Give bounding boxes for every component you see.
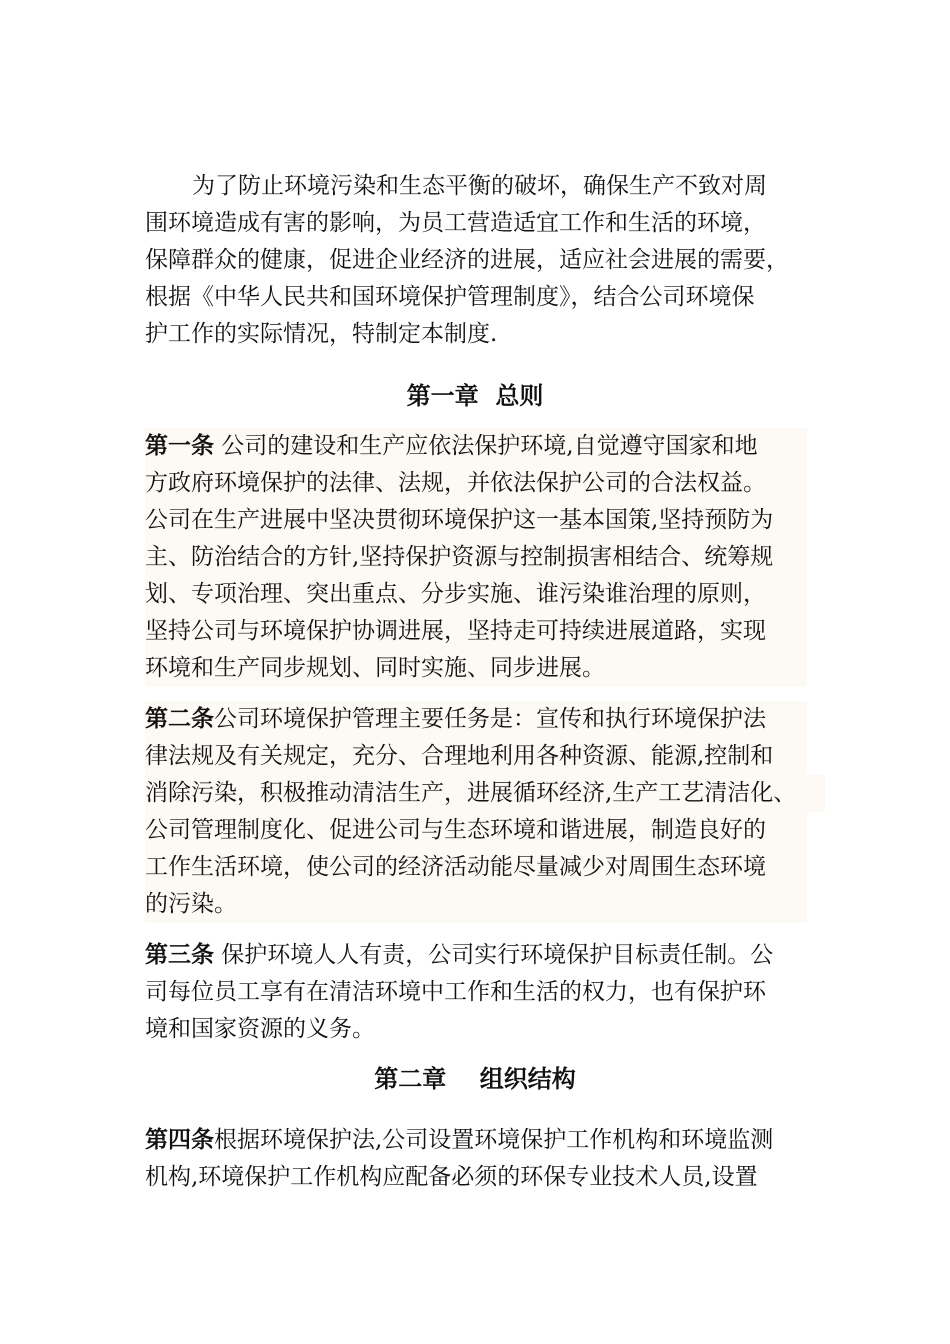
intro-line: 围环境造成有害的影响，为员工营造适宜工作和生活的环境，	[145, 210, 766, 236]
intro-line: 根据《中华人民共和国环境保护管理制度》，结合公司环境保	[145, 284, 755, 310]
article-1-text: 公司的建设和生产应依法保护环境,自觉遵守国家和地	[214, 433, 758, 459]
article-2-line: 工作生活环境，使公司的经济活动能尽量减少对周围生态环境	[145, 849, 807, 886]
article-1-line: 公司在生产进展中坚决贯彻环境保护这一基本国策,坚持预防为	[145, 502, 807, 539]
intro-line: 保障群众的健康，促进企业经济的进展，适应社会进展的需要，	[145, 247, 789, 273]
article-1-line: 划、专项治理、突出重点、分步实施、谁污染谁治理的原则，	[145, 576, 807, 613]
article-3-label: 第三条	[145, 942, 214, 968]
article-3-line	[145, 937, 825, 974]
article-3-text: 保护环境人人有责，公司实行环境保护目标责任制。公	[214, 942, 774, 968]
article-1-line: 坚持公司与环境保护协调进展，坚持走可持续进展道路，实现	[145, 613, 807, 650]
chapter-1-heading: 第一章 总则	[406, 382, 544, 410]
article-1-line: 主、防治结合的方针,坚持保护资源与控制损害相结合、统筹规	[145, 539, 807, 576]
article-3-line: 司每位员工享有在清洁环境中工作和生活的权力，也有保护环	[145, 979, 766, 1005]
article-4-line	[145, 1122, 825, 1159]
article-2-label: 第二条	[145, 706, 214, 732]
article-4-label: 第四条	[145, 1127, 214, 1153]
article-4-text: 根据环境保护法,公司设置环境保护工作机构和环境监测	[214, 1127, 774, 1153]
chapter-2-heading: 第二章 组织结构	[374, 1065, 576, 1093]
article-2-line: 的污染。	[145, 886, 807, 923]
article-1-label: 第一条	[145, 433, 214, 459]
article-2-line: 公司管理制度化、促进公司与生态环境和谐进展，制造良好的	[145, 812, 807, 849]
article-2-line	[145, 701, 807, 738]
article-4-line: 机构,环境保护工作机构应配备必须的环保专业技术人员,设置	[145, 1164, 758, 1190]
article-1-line: 环境和生产同步规划、同时实施、同步进展。	[145, 650, 807, 687]
article-3-line: 境和国家资源的义务。	[145, 1016, 375, 1042]
article-1-line	[145, 428, 807, 465]
intro-line: 护工作的实际情况，特制定本制度.	[145, 321, 498, 347]
intro-line: 为了防止环境污染和生态平衡的破坏，确保生产不致对周	[192, 173, 767, 199]
article-2-line: 消除污染，积极推动清洁生产，进展循环经济,生产工艺清洁化、	[145, 775, 825, 812]
article-1-line: 方政府环境保护的法律、法规，并依法保护公司的合法权益。	[145, 465, 807, 502]
article-2-text: 公司环境保护管理主要任务是：宣传和执行环境保护法	[214, 706, 766, 732]
article-2-line: 律法规及有关规定，充分、合理地利用各种资源、能源,控制和	[145, 738, 807, 775]
